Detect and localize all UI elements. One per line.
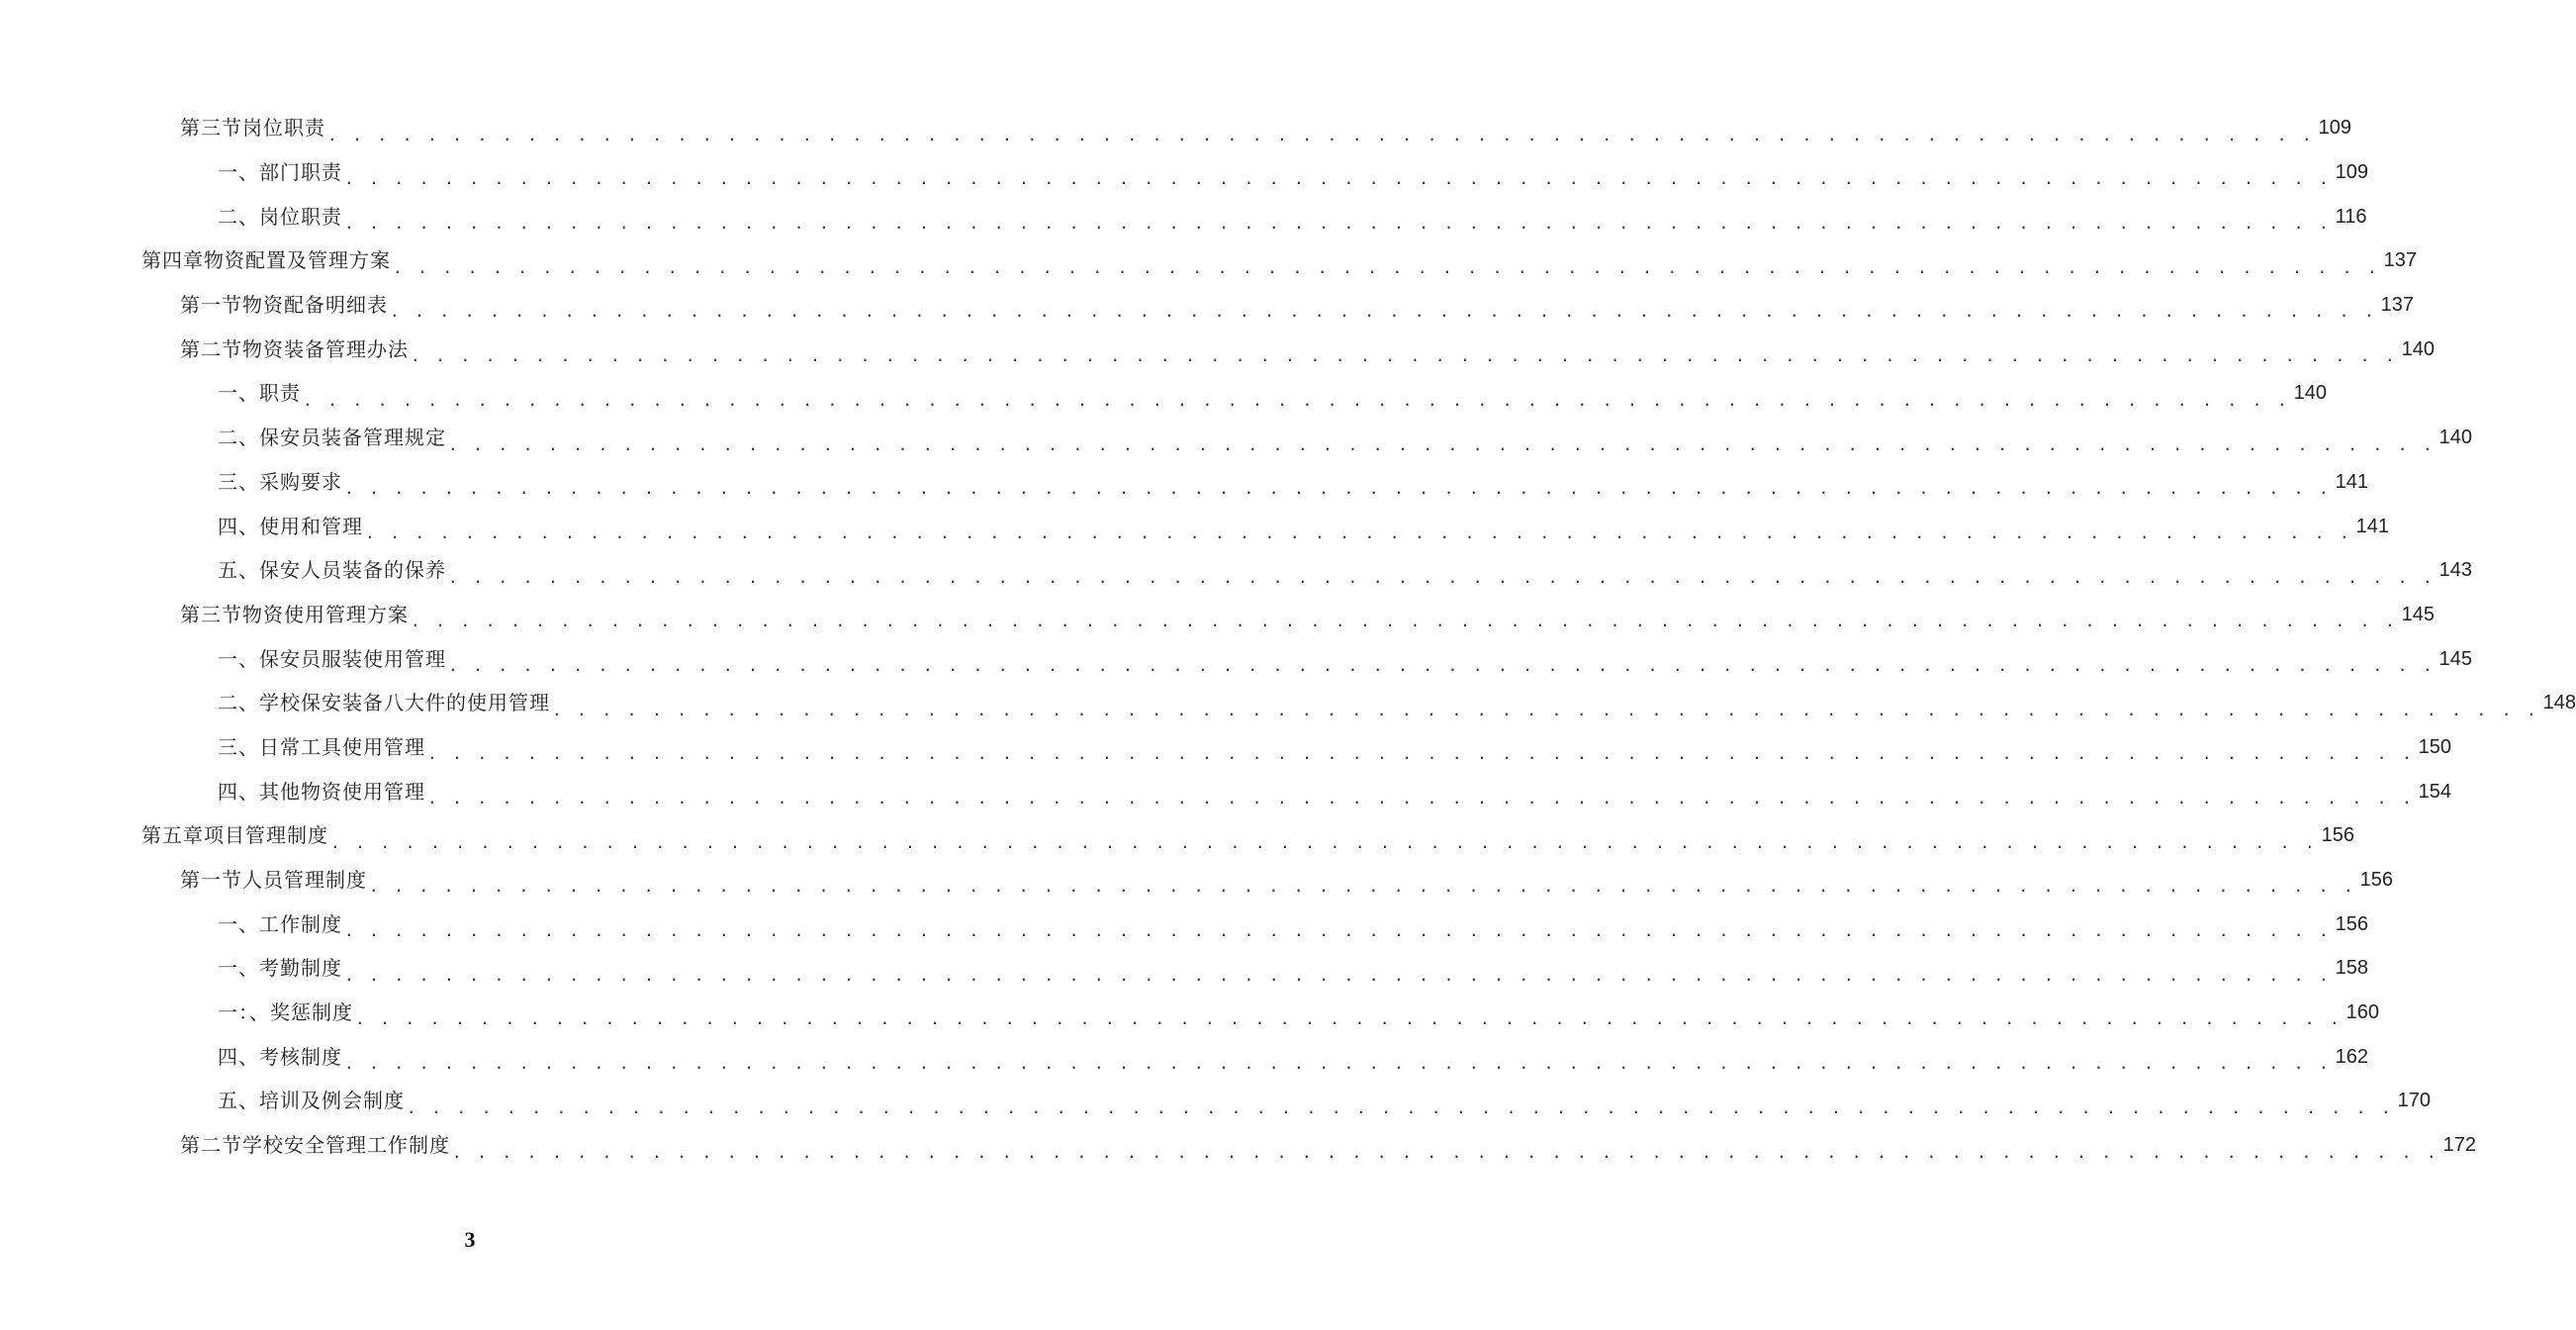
toc-entry-page: 145	[2401, 603, 2435, 625]
toc-entry[interactable]	[0, 1034, 2368, 1079]
toc-entry[interactable]	[0, 460, 2368, 505]
toc-dot-leader: . . . . . . . . . . . . . . . . . . . . . . . . . . . . . . . . . . . . . . . . . . . . . . . . . . . . . . . . . . . . . . . . . . . . . . . . . . . . . . . .	[427, 789, 2415, 808]
toc-dot-leader: . . . . . . . . . . . . . . . . . . . . . . . . . . . . . . . . . . . . . . . . . . . . . . . . . . . . . . . . . . . . . . . . . . . . . . . . . . . . . . . .	[327, 125, 2315, 144]
toc-entry-title: 四、考核制度	[218, 1044, 342, 1069]
toc-entry[interactable]	[0, 106, 2351, 150]
toc-dot-leader: . . . . . . . . . . . . . . . . . . . . . . . . . . . . . . . . . . . . . . . . . . . . . . . . . . . . . . . . . . . . . . . . . . . . . . . . . . . . . . . .	[344, 921, 2332, 941]
toc-entry-title: 二、岗位职责	[218, 204, 342, 229]
toc-entry-page: 170	[2397, 1090, 2431, 1112]
toc-entry[interactable]	[0, 371, 2327, 416]
toc-entry-title: 第一节人员管理制度	[180, 868, 367, 893]
toc-entry-title: 一、部门职责	[218, 160, 342, 185]
toc-entry-page: 145	[2438, 647, 2472, 670]
toc-entry[interactable]	[0, 858, 2393, 902]
toc-dot-leader: . . . . . . . . . . . . . . . . . . . . . . . . . . . . . . . . . . . . . . . . . . . . . . . . . . . . . . . . . . . . . . . . . . . . . . . . . . . . . . . .	[448, 567, 2436, 587]
toc-dot-leader: . . . . . . . . . . . . . . . . . . . . . . . . . . . . . . . . . . . . . . . . . . . . . . . . . . . . . . . . . . . . . . . . . . . . . . . . . . . . . . . .	[411, 346, 2398, 366]
toc-entry-title: 第二节物资装备管理办法	[180, 336, 409, 361]
toc-entry[interactable]	[0, 504, 2389, 548]
table-of-contents	[0, 106, 2576, 1168]
toc-entry-page: 140	[2401, 337, 2435, 360]
toc-entry-title: 第四章物资配置及管理方案	[141, 248, 391, 273]
toc-entry[interactable]	[0, 636, 2472, 681]
toc-entry-page: 158	[2335, 957, 2368, 980]
toc-entry[interactable]	[0, 946, 2368, 991]
toc-entry-page: 162	[2335, 1045, 2368, 1068]
toc-entry-page: 141	[2355, 515, 2389, 537]
toc-dot-leader: . . . . . . . . . . . . . . . . . . . . . . . . . . . . . . . . . . . . . . . . . . . . . . . . . . . . . . . . . . . . . . . . . . . . . . . . . . . . . . . .	[344, 479, 2332, 499]
toc-dot-leader: . . . . . . . . . . . . . . . . . . . . . . . . . . . . . . . . . . . . . . . . . . . . . . . . . . . . . . . . . . . . . . . . . . . . . . . . . . . . . . . .	[411, 612, 2398, 631]
page-number: 3	[464, 1227, 476, 1252]
toc-entry[interactable]	[0, 813, 2354, 858]
toc-entry-page: 109	[2318, 117, 2351, 140]
toc-dot-leader: . . . . . . . . . . . . . . . . . . . . . . . . . . . . . . . . . . . . . . . . . . . . . . . . . . . . . . . . . . . . . . . . . . . . . . . . . . . . . . . .	[448, 434, 2436, 454]
toc-entry-page: 109	[2335, 161, 2368, 184]
toc-entry[interactable]	[0, 238, 2417, 283]
toc-entry-page: 154	[2418, 780, 2451, 803]
toc-entry[interactable]	[0, 1123, 2476, 1168]
toc-entry-page: 150	[2418, 735, 2451, 758]
toc-entry-title: 第五章项目管理制度	[141, 823, 328, 848]
toc-entry-title: 一、工作制度	[218, 911, 342, 936]
toc-entry[interactable]	[0, 283, 2414, 328]
toc-entry[interactable]	[0, 194, 2367, 238]
toc-entry-page: 116	[2335, 205, 2367, 228]
toc-entry[interactable]	[0, 548, 2472, 593]
toc-entry-page: 137	[2380, 294, 2414, 317]
toc-entry-page: 148	[2542, 692, 2576, 714]
toc-entry-page: 140	[2293, 382, 2327, 405]
toc-dot-leader: . . . . . . . . . . . . . . . . . . . . . . . . . . . . . . . . . . . . . . . . . . . . . . . . . . . . . . . . . . . . . . . . . . . . . . . . . . . . . . . .	[355, 1009, 2343, 1029]
toc-dot-leader: . . . . . . . . . . . . . . . . . . . . . . . . . . . . . . . . . . . . . . . . . . . . . . . . . . . . . . . . . . . . . . . . . . . . . . . . . . . . . . . .	[427, 744, 2415, 764]
toc-entry[interactable]	[0, 593, 2435, 637]
toc-dot-leader: . . . . . . . . . . . . . . . . . . . . . . . . . . . . . . . . . . . . . . . . . . . . . . . . . . . . . . . . . . . . . . . . . . . . . . . . . . . . . . . .	[330, 832, 2318, 852]
toc-dot-leader: . . . . . . . . . . . . . . . . . . . . . . . . . . . . . . . . . . . . . . . . . . . . . . . . . . . . . . . . . . . . . . . . . . . . . . . . . . . . . . . .	[344, 965, 2332, 985]
toc-entry-title: 一、保安员服装使用管理	[218, 646, 446, 671]
toc-entry-title: 一、考勤制度	[218, 956, 342, 981]
toc-entry[interactable]	[0, 1079, 2431, 1123]
toc-entry[interactable]	[0, 769, 2451, 813]
toc-entry-page: 172	[2442, 1134, 2476, 1157]
toc-entry-title: 二、保安员装备管理规定	[218, 426, 446, 450]
toc-entry-title: 二、学校保安装备八大件的使用管理	[218, 691, 550, 715]
toc-dot-leader: . . . . . . . . . . . . . . . . . . . . . . . . . . . . . . . . . . . . . . . . . . . . . . . . . . . . . . . . . . . . . . . . . . . . . . . . . . . . . . . .	[365, 522, 2352, 542]
toc-entry-title: 三、日常工具使用管理	[218, 734, 425, 759]
toc-entry-title: 三、采购要求	[218, 469, 342, 494]
toc-entry[interactable]	[0, 681, 2576, 725]
toc-entry-page: 137	[2383, 249, 2417, 272]
toc-entry-title: 五、保安人员装备的保养	[218, 558, 446, 583]
toc-entry-page: 156	[2359, 869, 2393, 892]
toc-entry-title: 第三节岗位职责	[180, 116, 325, 141]
toc-entry-page: 143	[2438, 559, 2472, 582]
toc-dot-leader: . . . . . . . . . . . . . . . . . . . . . . . . . . . . . . . . . . . . . . . . . . . . . . . . . . . . . . . . . . . . . . . . . . . . . . . . . . . . . . . .	[344, 214, 2332, 234]
toc-entry-title: 一：、奖惩制度	[218, 1000, 353, 1025]
toc-entry-title: 四、其他物资使用管理	[218, 779, 425, 804]
toc-entry-title: 一、职责	[218, 381, 301, 406]
toc-entry-page: 156	[2321, 824, 2354, 847]
toc-dot-leader: . . . . . . . . . . . . . . . . . . . . . . . . . . . . . . . . . . . . . . . . . . . . . . . . . . . . . . . . . . . . . . . . . . . . . . . . . . . . . . . .	[303, 390, 2290, 410]
toc-entry-page: 141	[2335, 470, 2368, 493]
toc-dot-leader: . . . . . . . . . . . . . . . . . . . . . . . . . . . . . . . . . . . . . . . . . . . . . . . . . . . . . . . . . . . . . . . . . . . . . . . . . . . . . . . .	[344, 169, 2332, 189]
toc-dot-leader: . . . . . . . . . . . . . . . . . . . . . . . . . . . . . . . . . . . . . . . . . . . . . . . . . . . . . . . . . . . . . . . . . . . . . . . . . . . . . . . .	[452, 1142, 2439, 1162]
toc-entry[interactable]	[0, 327, 2435, 371]
toc-entry-page: 160	[2346, 1001, 2379, 1024]
toc-dot-leader: . . . . . . . . . . . . . . . . . . . . . . . . . . . . . . . . . . . . . . . . . . . . . . . . . . . . . . . . . . . . . . . . . . . . . . . . . . . . . . . .	[448, 655, 2436, 675]
toc-dot-leader: . . . . . . . . . . . . . . . . . . . . . . . . . . . . . . . . . . . . . . . . . . . . . . . . . . . . . . . . . . . . . . . . . . . . . . . . . . . . . . . .	[344, 1054, 2332, 1074]
toc-entry[interactable]	[0, 416, 2472, 460]
toc-entry-page: 156	[2335, 912, 2368, 935]
toc-entry-title: 第二节学校安全管理工作制度	[180, 1133, 450, 1158]
toc-dot-leader: . . . . . . . . . . . . . . . . . . . . . . . . . . . . . . . . . . . . . . . . . . . . . . . . . . . . . . . . . . . . . . . . . . . . . . . . . . . . . . . .	[393, 257, 2380, 277]
toc-dot-leader: . . . . . . . . . . . . . . . . . . . . . . . . . . . . . . . . . . . . . . . . . . . . . . . . . . . . . . . . . . . . . . . . . . . . . . . . . . . . . . . .	[369, 877, 2356, 897]
toc-entry-title: 五、培训及例会制度	[218, 1089, 405, 1113]
toc-entry-title: 第三节物资使用管理方案	[180, 602, 409, 626]
toc-entry[interactable]	[0, 725, 2451, 770]
toc-entry-title: 四、使用和管理	[218, 514, 363, 538]
toc-dot-leader: . . . . . . . . . . . . . . . . . . . . . . . . . . . . . . . . . . . . . . . . . . . . . . . . . . . . . . . . . . . . . . . . . . . . . . . . . . . . . . . .	[390, 302, 2377, 322]
toc-entry[interactable]	[0, 991, 2379, 1035]
toc-dot-leader: . . . . . . . . . . . . . . . . . . . . . . . . . . . . . . . . . . . . . . . . . . . . . . . . . . . . . . . . . . . . . . . . . . . . . . . . . . . . . . . .	[407, 1097, 2394, 1117]
toc-entry-page: 140	[2438, 427, 2472, 449]
toc-entry-title: 第一节物资配备明细表	[180, 293, 388, 318]
toc-entry[interactable]	[0, 150, 2368, 195]
toc-dot-leader: . . . . . . . . . . . . . . . . . . . . . . . . . . . . . . . . . . . . . . . . . . . . . . . . . . . . . . . . . . . . . . . . . . . . . . . . . . . . . . . .	[552, 700, 2539, 719]
toc-entry[interactable]	[0, 902, 2368, 946]
